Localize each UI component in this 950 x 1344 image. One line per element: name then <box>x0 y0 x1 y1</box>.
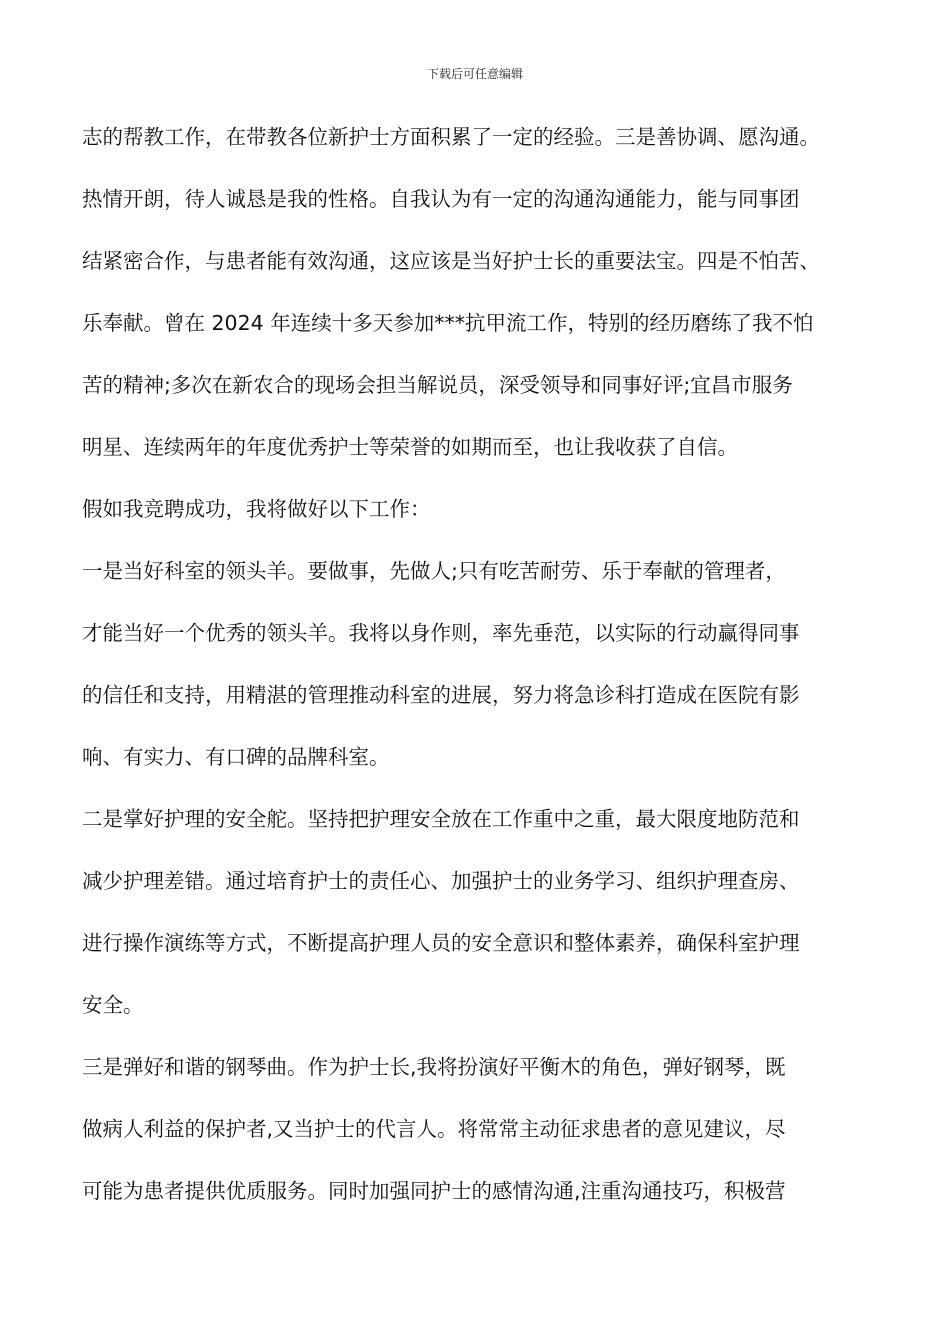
text-line: 减少护理差错。通过培育护士的责任心、加强护士的业务学习、组织护理查房、 <box>82 869 800 893</box>
text-line: 一是当好科室的领头羊。要做事，先做人;只有吃苦耐劳、乐于奉献的管理者， <box>82 559 786 583</box>
text-line: 进行操作演练等方式，不断提高护理人员的安全意识和整体素养，确保科室护理 <box>82 931 800 955</box>
text-line: 才能当好一个优秀的领头羊。我将以身作则，率先垂范，以实际的行动赢得同事 <box>82 621 800 645</box>
page-header-note: 下载后可任意编辑 <box>426 67 523 81</box>
text-line: 做病人利益的保护者,又当护士的代言人。将常常主动征求患者的意见建议，尽 <box>82 1117 786 1141</box>
text-line: 乐奉献。曾在 2024 年连续十多天参加***抗甲流工作，特别的经历磨练了我不怕 <box>82 311 814 335</box>
text-line: 热情开朗，待人诚恳是我的性格。自我认为有一定的沟通沟通能力，能与同事团 <box>82 187 800 211</box>
text-line: 二是掌好护理的安全舵。坚持把护理安全放在工作重中之重，最大限度地防范和 <box>82 807 800 831</box>
text-line: 可能为患者提供优质服务。同时加强同护士的感情沟通,注重沟通技巧，积极营 <box>82 1179 786 1203</box>
text-line: 明星、连续两年的年度优秀护士等荣誉的如期而至，也让我收获了自信。 <box>82 435 738 459</box>
text-line: 安全。 <box>82 993 144 1017</box>
text-line: 苦的精神;多次在新农合的现场会担当解说员，深受领导和同事好评;宜昌市服务 <box>82 373 793 397</box>
text-line: 的信任和支持，用精湛的管理推动科室的进展，努力将急诊科打造成在医院有影 <box>82 683 800 707</box>
text-line: 三是弹好和谐的钢琴曲。作为护士长,我将扮演好平衡木的角色，弹好钢琴，既 <box>82 1055 786 1079</box>
text-line: 假如我竞聘成功，我将做好以下工作： <box>82 497 431 521</box>
text-line: 响、有实力、有口碑的品牌科室。 <box>82 745 390 769</box>
text-line: 结紧密合作，与患者能有效沟通，这应该是当好护士长的重要法宝。四是不怕苦、 <box>82 249 820 273</box>
document-body <box>82 117 882 1233</box>
text-line: 志的帮教工作，在带教各位新护士方面积累了一定的经验。三是善协调、愿沟通。 <box>82 125 820 149</box>
